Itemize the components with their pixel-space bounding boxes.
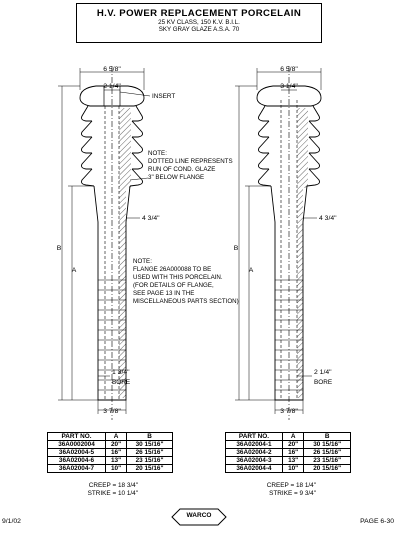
left-flange-dim: 4 3/4": [142, 215, 160, 222]
note1-line4: 3" BELOW FLANGE: [148, 174, 205, 181]
right-bore-label: BORE: [314, 379, 333, 386]
left-strike: STRIKE = 10 1/4": [87, 489, 138, 497]
warco-logo: [170, 506, 228, 528]
a-cell: 20": [106, 441, 127, 449]
left-dim-a: A: [71, 267, 77, 274]
right-dimensions: [235, 68, 321, 414]
footer-page: PAGE 6-30: [360, 518, 394, 525]
table-row: [226, 457, 351, 465]
part-no-cell: 36A02004-7: [48, 465, 106, 473]
b-cell: 30 15/16": [304, 441, 351, 449]
right-strike: STRIKE = 9 3/4": [269, 489, 316, 497]
right-top-width: 6 5/8": [280, 66, 298, 73]
a-cell: 13": [106, 457, 127, 465]
subtitle-glaze: SKY GRAY GLAZE A.S.A. 70: [158, 26, 240, 33]
note2-line1: NOTE:: [133, 258, 152, 265]
table-row: [48, 457, 173, 465]
part-no-cell: 36A02004-4: [226, 465, 283, 473]
note2-line3: USED WITH THIS PORCELAIN.: [133, 274, 223, 281]
note2-line5: SEE PAGE 13 IN THE: [133, 290, 195, 297]
left-dim-b: B: [56, 245, 62, 252]
part-no-cell: 36A02004-2: [226, 449, 283, 457]
col-header-a: A: [282, 433, 303, 441]
left-bore-dim: 1 3/4": [112, 369, 130, 376]
a-cell: 10": [106, 465, 127, 473]
a-cell: 16": [282, 449, 303, 457]
a-cell: 16": [106, 449, 127, 457]
b-cell: 23 15/16": [304, 457, 351, 465]
b-cell: 20 15/16": [304, 465, 351, 473]
table-row: [226, 465, 351, 473]
note2-line2: FLANGE 26A000088 TO BE: [133, 266, 212, 273]
footer-date: 9/1/02: [2, 518, 21, 525]
logo-text: WARCO: [186, 512, 212, 519]
table-row: [226, 449, 351, 457]
col-header-a: A: [106, 433, 127, 441]
b-cell: 20 15/16": [127, 465, 173, 473]
left-creep-strike: [78, 482, 138, 497]
b-cell: 23 15/16": [127, 457, 173, 465]
left-insert-width: 2 1/4": [103, 83, 121, 90]
part-no-cell: 36A02004-6: [48, 457, 106, 465]
right-flange-dim: 4 3/4": [319, 215, 337, 222]
table-row: [48, 441, 173, 449]
b-cell: 26 15/16": [127, 449, 173, 457]
right-insert-width: 3 1/4": [280, 83, 298, 90]
note1-line1: NOTE:: [148, 150, 167, 157]
left-insert-label: INSERT: [152, 93, 176, 100]
b-cell: 26 15/16": [304, 449, 351, 457]
right-base-width: 3 7/8": [280, 408, 298, 415]
note1-line3: RUN OF COND. GLAZE: [148, 166, 216, 173]
note1-line2: DOTTED LINE REPRESENTS: [148, 158, 233, 165]
table-row: [226, 441, 351, 449]
right-creep: CREEP = 18 1/4": [266, 482, 316, 489]
table-row: [48, 465, 173, 473]
right-bore-dim: 2 1/4": [314, 369, 332, 376]
col-header-part-no: PART NO.: [48, 433, 106, 441]
a-cell: 13": [282, 457, 303, 465]
a-cell: 20": [282, 441, 303, 449]
left-creep: CREEP = 18 3/4": [88, 482, 138, 489]
part-no-cell: 36A02004-5: [48, 449, 106, 457]
col-header-b: B: [127, 433, 173, 441]
part-no-cell: 36A02004-1: [226, 441, 283, 449]
left-insulator: [80, 66, 144, 420]
left-bore-label: BORE: [112, 379, 131, 386]
note2-line4: (FOR DETAILS OF FLANGE,: [133, 282, 214, 289]
col-header-part-no: PART NO.: [226, 433, 283, 441]
a-cell: 10": [282, 465, 303, 473]
subtitle-class: 25 KV CLASS, 150 K.V. B.I.L.: [158, 19, 240, 26]
b-cell: 30 15/16": [127, 441, 173, 449]
right-dim-a: A: [248, 267, 254, 274]
left-base-width: 3 7/8": [103, 408, 121, 415]
right-insulator: [257, 66, 321, 420]
table-header-row: [226, 433, 351, 441]
parts-table-right: [225, 432, 351, 473]
part-no-cell: 36A0002004: [48, 441, 106, 449]
parts-table-left: [47, 432, 173, 473]
table-header-row: [48, 433, 173, 441]
col-header-b: B: [304, 433, 351, 441]
left-dimensions: [58, 68, 150, 414]
page-title: H.V. POWER REPLACEMENT PORCELAIN: [96, 8, 302, 19]
right-dim-b: B: [233, 245, 239, 252]
part-no-cell: 36A02004-3: [226, 457, 283, 465]
right-creep-strike: [256, 482, 316, 497]
note2-line6: MISCELLANEOUS PARTS SECTION): [133, 298, 239, 305]
left-top-width: 6 5/8": [103, 66, 121, 73]
table-row: [48, 449, 173, 457]
